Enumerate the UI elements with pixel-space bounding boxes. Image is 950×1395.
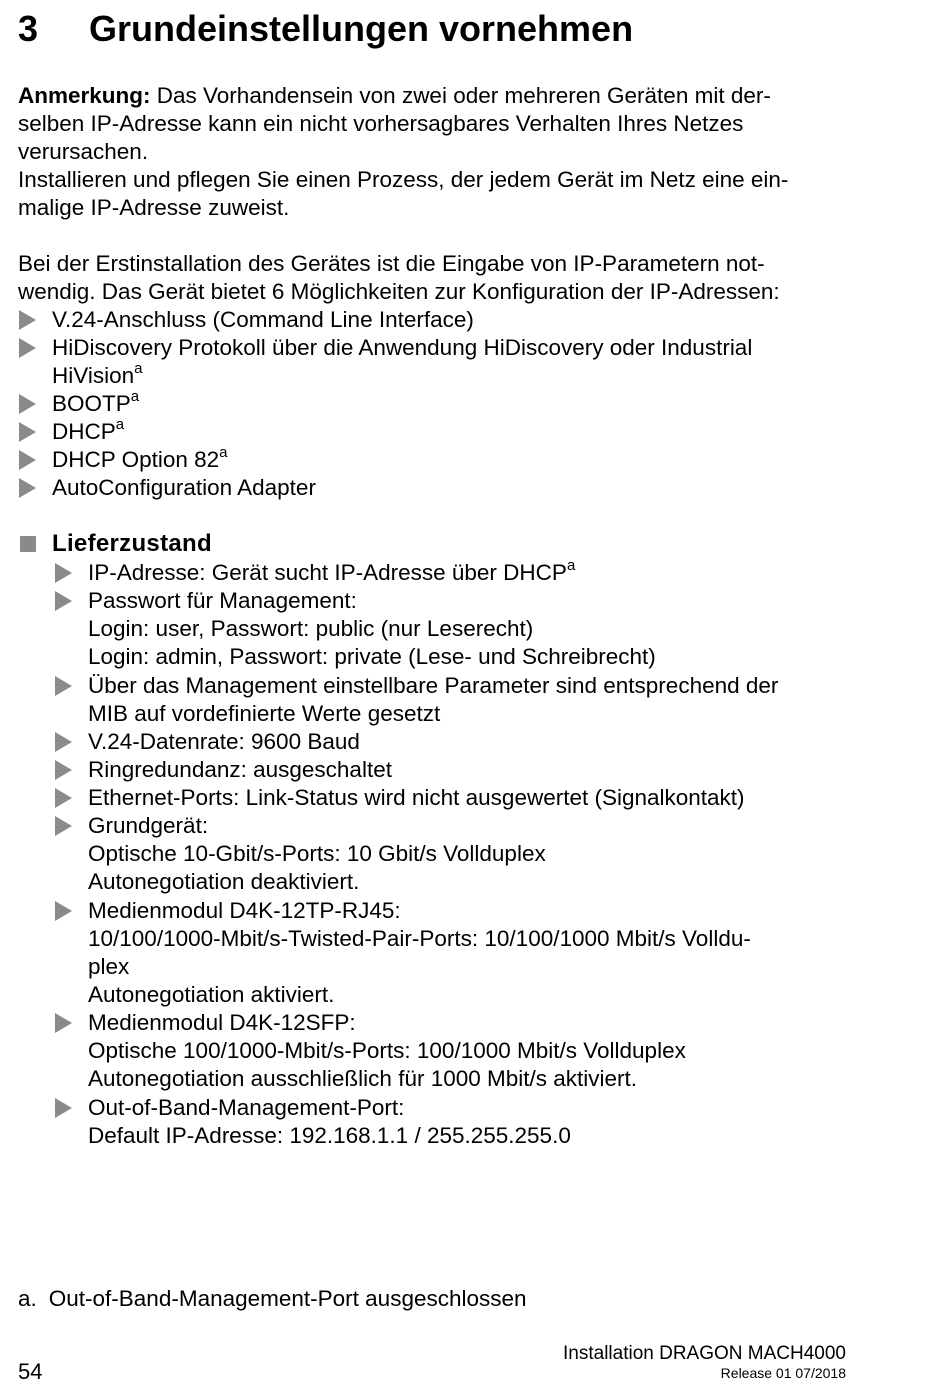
bullet-triangle-icon — [55, 1013, 72, 1033]
bullet-triangle-icon — [55, 732, 72, 752]
default-item-3-line-2: MIB auf vordefinierte Werte gesetzt — [88, 701, 441, 726]
bullet-triangle-icon — [19, 338, 36, 358]
default-item-9-line-3: Autonegotiation ausschließlich für 1000 Mbit/s aktiviert. — [88, 1066, 638, 1091]
option-item-2-line-2 — [52, 359, 143, 390]
default-item-7-line-1: Grundgerät: — [88, 813, 209, 838]
default-item-1 — [88, 556, 576, 587]
note-line-2: selben IP-Adresse kann ein nicht vorhersagbares Verhalten Ihres Netzes — [18, 111, 744, 136]
bullet-triangle-icon — [55, 1098, 72, 1118]
section-title: Lieferzustand — [52, 530, 212, 557]
bullet-triangle-icon — [19, 450, 36, 470]
note-label: Anmerkung: — [18, 83, 151, 108]
note-line-3: verursachen. — [18, 139, 149, 164]
default-item-5: Ringredundanz: ausgeschaltet — [88, 757, 392, 782]
footnote-mark: a — [130, 387, 140, 405]
intro-line-2: wendig. Das Gerät bietet 6 Möglichkeiten zur Konfiguration der IP-Adressen: — [18, 279, 780, 304]
note-line-4: Installieren und pflegen Sie einen Prozess, der jedem Gerät im Netz eine ein- — [18, 167, 789, 192]
chapter-number: 3 — [18, 8, 39, 49]
bullet-triangle-icon — [19, 394, 36, 414]
option-item-4 — [52, 415, 125, 446]
intro-line-1: Bei der Erstinstallation des Gerätes ist die Eingabe von IP-Parametern not- — [18, 251, 765, 276]
default-item-7-line-2: Optische 10-Gbit/s-Ports: 10 Gbit/s Vollduplex — [88, 841, 546, 866]
default-item-10-line-1: Out-of-Band-Management-Port: — [88, 1095, 405, 1120]
chapter-heading — [18, 8, 633, 50]
note-line-1-text: Das Vorhandensein von zwei oder mehreren Geräten mit der- — [150, 83, 771, 108]
footer-release: Release 01 07/2018 — [720, 1365, 846, 1381]
option-item-5 — [52, 443, 228, 474]
bullet-triangle-icon — [19, 478, 36, 498]
bullet-triangle-icon — [19, 310, 36, 330]
option-item-2-line-1: HiDiscovery Protokoll über die Anwendung HiDiscovery oder Industrial — [52, 335, 753, 360]
default-item-3-line-1: Über das Management einstellbare Parameter sind entsprechend der — [88, 673, 779, 698]
default-item-8-line-4: Autonegotiation aktiviert. — [88, 982, 335, 1007]
note-line-1 — [18, 82, 771, 110]
footnote-mark: a — [134, 359, 143, 377]
default-item-2-line-3: Login: admin, Passwort: private (Lese- und Schreibrecht) — [88, 644, 656, 669]
default-item-7-line-3: Autonegotiation deaktiviert. — [88, 869, 360, 894]
option-item-5-text: DHCP Option 82 — [52, 447, 220, 472]
option-item-4-text: DHCP — [52, 419, 116, 444]
default-item-9-line-1: Medienmodul D4K-12SFP: — [88, 1010, 356, 1035]
footer-title: Installation DRAGON MACH4000 — [563, 1343, 846, 1364]
default-item-1-text: IP-Adresse: Gerät sucht IP-Adresse über DHCP — [88, 560, 567, 585]
footnote — [18, 1285, 527, 1313]
section-square-icon — [20, 536, 36, 552]
bullet-triangle-icon — [55, 901, 72, 921]
bullet-triangle-icon — [55, 816, 72, 836]
default-item-9-line-2: Optische 100/1000-Mbit/s-Ports: 100/1000 Mbit/s Vollduplex — [88, 1038, 686, 1063]
bullet-triangle-icon — [55, 788, 72, 808]
default-item-10-line-2: Default IP-Adresse: 192.168.1.1 / 255.255.255.0 — [88, 1123, 571, 1148]
option-item-2-text: HiVision — [52, 363, 135, 388]
footnote-mark: a — [115, 415, 125, 433]
default-item-8-line-1: Medienmodul D4K-12TP-RJ45: — [88, 898, 401, 923]
default-item-6: Ethernet-Ports: Link-Status wird nicht ausgewertet (Signalkontakt) — [88, 785, 745, 810]
bullet-triangle-icon — [55, 760, 72, 780]
default-item-2-line-2: Login: user, Passwort: public (nur Leserecht) — [88, 616, 534, 641]
option-item-3 — [52, 387, 140, 418]
default-item-8-line-2: 10/100/1000-Mbit/s-Twisted-Pair-Ports: 10/100/1000 Mbit/s Volldu- — [88, 926, 751, 951]
default-item-8-line-3: plex — [88, 954, 130, 979]
footnote-mark: a — [566, 556, 576, 574]
default-item-4: V.24-Datenrate: 9600 Baud — [88, 729, 360, 754]
bullet-triangle-icon — [55, 591, 72, 611]
page-number: 54 — [18, 1359, 43, 1384]
option-item-6: AutoConfiguration Adapter — [52, 475, 316, 500]
footnote-mark: a — [219, 443, 228, 461]
footnote-text: Out-of-Band-Management-Port ausgeschlossen — [48, 1286, 527, 1311]
note-line-5: malige IP-Adresse zuweist. — [18, 195, 290, 220]
bullet-triangle-icon — [55, 676, 72, 696]
bullet-triangle-icon — [55, 563, 72, 583]
default-item-2-line-1: Passwort für Management: — [88, 588, 357, 613]
option-item-3-text: BOOTP — [52, 391, 131, 416]
option-item-1: V.24-Anschluss (Command Line Interface) — [52, 307, 474, 332]
chapter-title: Grundeinstellungen vornehmen — [89, 8, 634, 49]
bullet-triangle-icon — [19, 422, 36, 442]
footnote-label: a. — [18, 1286, 37, 1311]
